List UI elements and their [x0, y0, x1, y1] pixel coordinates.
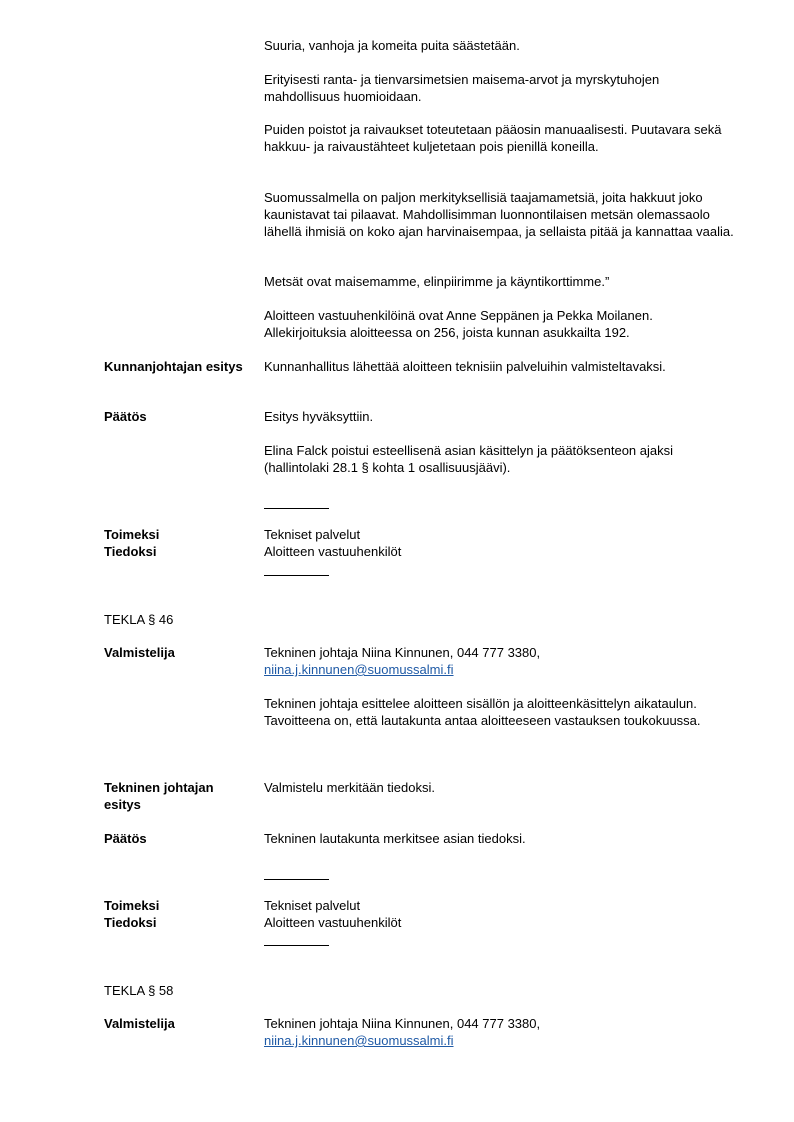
valmistelija-label-46: Valmistelija	[104, 645, 175, 660]
intro-paragraph-6: Aloitteen vastuuhenkilöinä ovat Anne Seppänen ja Pekka Moilanen. Allekirjoituksia aloitteessa on 256, joista kunnan asukkailta 192.	[264, 308, 653, 340]
tiedoksi-value-1: Aloitteen vastuuhenkilöt	[264, 544, 402, 559]
email-link-58[interactable]: niina.j.kinnunen@suomussalmi.fi	[264, 1033, 454, 1048]
email-link-46[interactable]: niina.j.kinnunen@suomussalmi.fi	[264, 662, 454, 677]
paatos-label-1: Päätös	[104, 409, 147, 424]
tekla-58-heading: TEKLA § 58	[104, 983, 174, 998]
valmistelija-text-58	[264, 1015, 734, 1049]
section-divider	[264, 879, 329, 880]
intro-paragraph-3: Puiden poistot ja raivaukset toteutetaan pääosin manuaalisesti. Puutavara sekä hakkuu- ja raivaustähteet kuljetetaan pois pienillä koneilla.	[264, 122, 722, 154]
toimeksi-label-1: Toimeksi	[104, 527, 160, 542]
section-divider	[264, 575, 329, 576]
jaavi-note: Elina Falck poistui esteellisenä asian käsittelyn ja päätöksenteon ajaksi (hallintolaki 28.1 § kohta 1 osallisuusjäävi).	[264, 443, 674, 475]
section-divider	[264, 508, 329, 509]
kunnanjohtajan-esitys-text: Kunnanhallitus lähettää aloitteen teknisiin palveluihin valmisteltavaksi.	[264, 359, 666, 374]
paatos-text-1: Esitys hyväksyttiin.	[264, 409, 374, 424]
paatos-label-46: Päätös	[104, 831, 147, 846]
valmistelija-label-58: Valmistelija	[104, 1016, 175, 1031]
section-divider	[264, 945, 329, 946]
tekla-46-heading: TEKLA § 46	[104, 612, 174, 627]
intro-paragraph-5: Metsät ovat maisemamme, elinpiirimme ja käyntikorttimme.”	[264, 274, 610, 289]
tiedoksi-value-46: Aloitteen vastuuhenkilöt	[264, 915, 402, 930]
tekninen-johtajan-esitys-text: Valmistelu merkitään tiedoksi.	[264, 780, 435, 795]
valmistelija-contact-58: Tekninen johtaja Niina Kinnunen, 044 777 3380,	[264, 1016, 541, 1031]
intro-paragraph-4: Suomussalmella on paljon merkityksellisiä taajamametsiä, joita hakkuut joko kaunistavat tai pilaavat. Mahdollisimman luonnontilaisen metsän olemassaolo lähellä ihmisiä on koko ajan harvinaisempaa, ja sellaista pitää ja kannattaa vaalia.	[264, 190, 734, 239]
intro-paragraph-1: Suuria, vanhoja ja komeita puita säästetään.	[264, 38, 520, 53]
tiedoksi-label-1: Tiedoksi	[104, 544, 157, 559]
valmistelija-contact-46: Tekninen johtaja Niina Kinnunen, 044 777 3380,	[264, 645, 541, 660]
tekla-46-description: Tekninen johtaja esittelee aloitteen sisällön ja aloitteenkäsittelyn aikataulun. Tavoitteena on, että lautakunta antaa aloitteeseen vastauksen toukokuussa.	[264, 696, 701, 728]
toimeksi-label-46: Toimeksi	[104, 898, 160, 913]
valmistelija-text-46	[264, 644, 734, 678]
toimeksi-value-46: Tekniset palvelut	[264, 898, 361, 913]
tiedoksi-label-46: Tiedoksi	[104, 915, 157, 930]
tekninen-johtajan-esitys-label: Tekninen johtajan esitys	[104, 780, 214, 812]
paatos-text-46: Tekninen lautakunta merkitsee asian tiedoksi.	[264, 831, 526, 846]
kunnanjohtajan-esitys-label: Kunnanjohtajan esitys	[104, 359, 243, 374]
toimeksi-value-1: Tekniset palvelut	[264, 527, 361, 542]
intro-paragraph-2: Erityisesti ranta- ja tienvarsimetsien maisema-arvot ja myrskytuhojen mahdollisuus huomioidaan.	[264, 72, 660, 104]
